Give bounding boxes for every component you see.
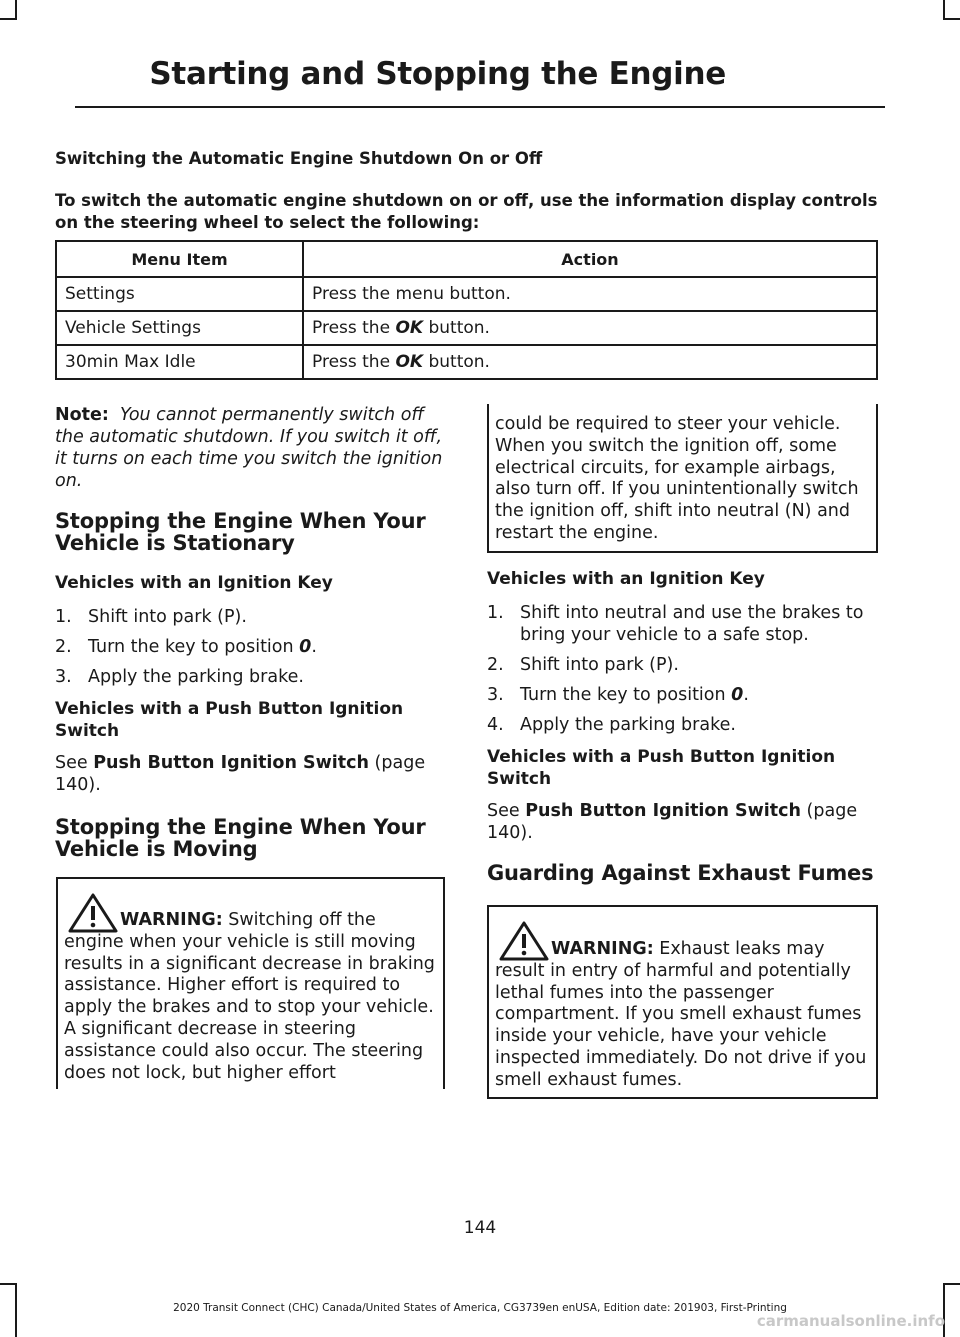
key-position: 0 — [299, 637, 312, 657]
action-text: Press the — [312, 352, 396, 372]
action-text: Press the menu button. — [312, 284, 511, 304]
page-title: Starting and Stopping the Engine — [149, 56, 726, 92]
table-cell-action — [303, 311, 877, 345]
step-number: 2. — [487, 655, 504, 675]
table-header-action: Action — [303, 241, 877, 277]
step-number: 3. — [55, 667, 72, 687]
step-text: Turn the key to position — [520, 685, 732, 705]
list-item — [55, 666, 447, 688]
action-text: Press the — [312, 318, 396, 338]
table-cell-action — [303, 345, 877, 379]
action-text: button. — [423, 318, 490, 338]
edition-footer: 2020 Transit Connect (CHC) Canada/United States of America, CG3739en enUSA, Edition date: 201903, First-Printing — [173, 1302, 787, 1314]
step-number: 1. — [55, 607, 72, 627]
table-cell-item: Settings — [56, 277, 303, 311]
moving-steps — [487, 602, 879, 736]
key-position: 0 — [731, 685, 744, 705]
crop-mark — [0, 18, 17, 20]
warning-triangle-icon — [495, 919, 553, 963]
subheading-ignition-key: Vehicles with an Ignition Key — [487, 569, 765, 589]
step-text: . — [743, 685, 749, 705]
warning-text: Exhaust leaks may result in entry of harmful and potentially lethal fumes into the passenger compartment. If you smell exhaust fumes inside your vehicle, have your vehicle inspected immediately. Do not drive if you smell exhaust fumes. — [495, 939, 867, 1090]
table-cell-action — [303, 277, 877, 311]
note-label: Note: — [55, 405, 109, 425]
action-text: button. — [423, 352, 490, 372]
crop-mark — [943, 18, 960, 20]
see-text: See — [487, 801, 526, 821]
warning-box-moving — [56, 877, 445, 1089]
step-text: Shift into park (P). — [520, 655, 679, 675]
subheading-ignition-key: Vehicles with an Ignition Key — [55, 573, 333, 593]
note — [55, 404, 447, 492]
step-text: Apply the parking brake. — [520, 715, 736, 735]
action-key: OK — [395, 352, 424, 372]
left-column — [55, 404, 447, 860]
table-row — [56, 311, 877, 345]
step-text: Shift into park (P). — [88, 607, 247, 627]
step-number: 2. — [55, 637, 72, 657]
step-text: Turn the key to position — [88, 637, 300, 657]
watermark: carmanualsonline.info — [756, 1312, 945, 1330]
step-number: 4. — [487, 715, 504, 735]
menu-table — [55, 240, 878, 380]
list-item — [55, 636, 447, 658]
page-number: 144 — [463, 1218, 497, 1238]
list-item — [487, 714, 879, 736]
warning-triangle-icon — [64, 891, 122, 935]
step-text: . — [311, 637, 317, 657]
intro-text: To switch the automatic engine shutdown on or off, use the information display controls on the steering wheel to select the following: — [55, 191, 878, 232]
list-item — [487, 684, 879, 706]
see-text: (page 140). — [487, 801, 858, 843]
step-number: 3. — [487, 685, 504, 705]
push-button-link[interactable]: Push Button Ignition Switch — [525, 801, 801, 821]
table-header-menu-item: Menu Item — [56, 241, 303, 277]
warning-text: could be required to steer your vehicle. When you switch the ignition off, some electrical circuits, for example airbags, also turn off. If you unintentionally switch the ignition off, shift into neutral (N) and restart the engine. — [495, 414, 859, 543]
table-cell-item: 30min Max Idle — [56, 345, 303, 379]
subheading-push-button: Vehicles with a Push Button Ignition Switch — [487, 747, 836, 789]
list-item — [487, 602, 879, 646]
heading-stationary: Stopping the Engine When Your Vehicle is Stationary — [55, 509, 426, 555]
see-text: (page 140). — [55, 753, 426, 795]
warning-box-continued — [487, 404, 878, 553]
table-cell-item: Vehicle Settings — [56, 311, 303, 345]
step-text: Shift into neutral and use the brakes to bring your vehicle to a safe stop. — [520, 603, 864, 645]
see-text: See — [55, 753, 94, 773]
step-text: Apply the parking brake. — [88, 667, 304, 687]
table-row — [56, 277, 877, 311]
table-header-row — [56, 241, 877, 277]
warning-label: WARNING: — [551, 939, 654, 959]
table-row — [56, 345, 877, 379]
crop-mark — [943, 0, 945, 20]
heading-exhaust: Guarding Against Exhaust Fumes — [487, 861, 874, 885]
step-number: 1. — [487, 603, 504, 623]
action-key: OK — [395, 318, 424, 338]
section-title: Switching the Automatic Engine Shutdown On or Off — [55, 149, 543, 168]
crop-mark — [15, 0, 17, 20]
heading-moving: Stopping the Engine When Your Vehicle is Moving — [55, 815, 426, 861]
warning-text: Switching off the engine when your vehicle is still moving results in a significant decrease in braking assistance. Higher effort is required to apply the brakes and to stop your vehicle. A significant decrease in steering assistance could also occur. The steering does not lock, but higher effort — [64, 910, 435, 1083]
warning-box-exhaust — [487, 905, 878, 1099]
warning-label: WARNING: — [120, 910, 223, 930]
see-reference — [487, 800, 879, 844]
crop-mark — [0, 1283, 17, 1285]
stationary-steps — [55, 606, 447, 688]
subheading-push-button: Vehicles with a Push Button Ignition Switch — [55, 699, 404, 741]
push-button-link[interactable]: Push Button Ignition Switch — [93, 753, 369, 773]
header-rule — [75, 106, 885, 108]
list-item — [55, 606, 447, 628]
right-column — [487, 568, 879, 884]
note-text: You cannot permanently switch off the automatic shutdown. If you switch it off, it turns on each time you switch the ignition on. — [55, 405, 443, 491]
crop-mark — [943, 1283, 960, 1285]
see-reference — [55, 752, 447, 796]
list-item — [487, 654, 879, 676]
